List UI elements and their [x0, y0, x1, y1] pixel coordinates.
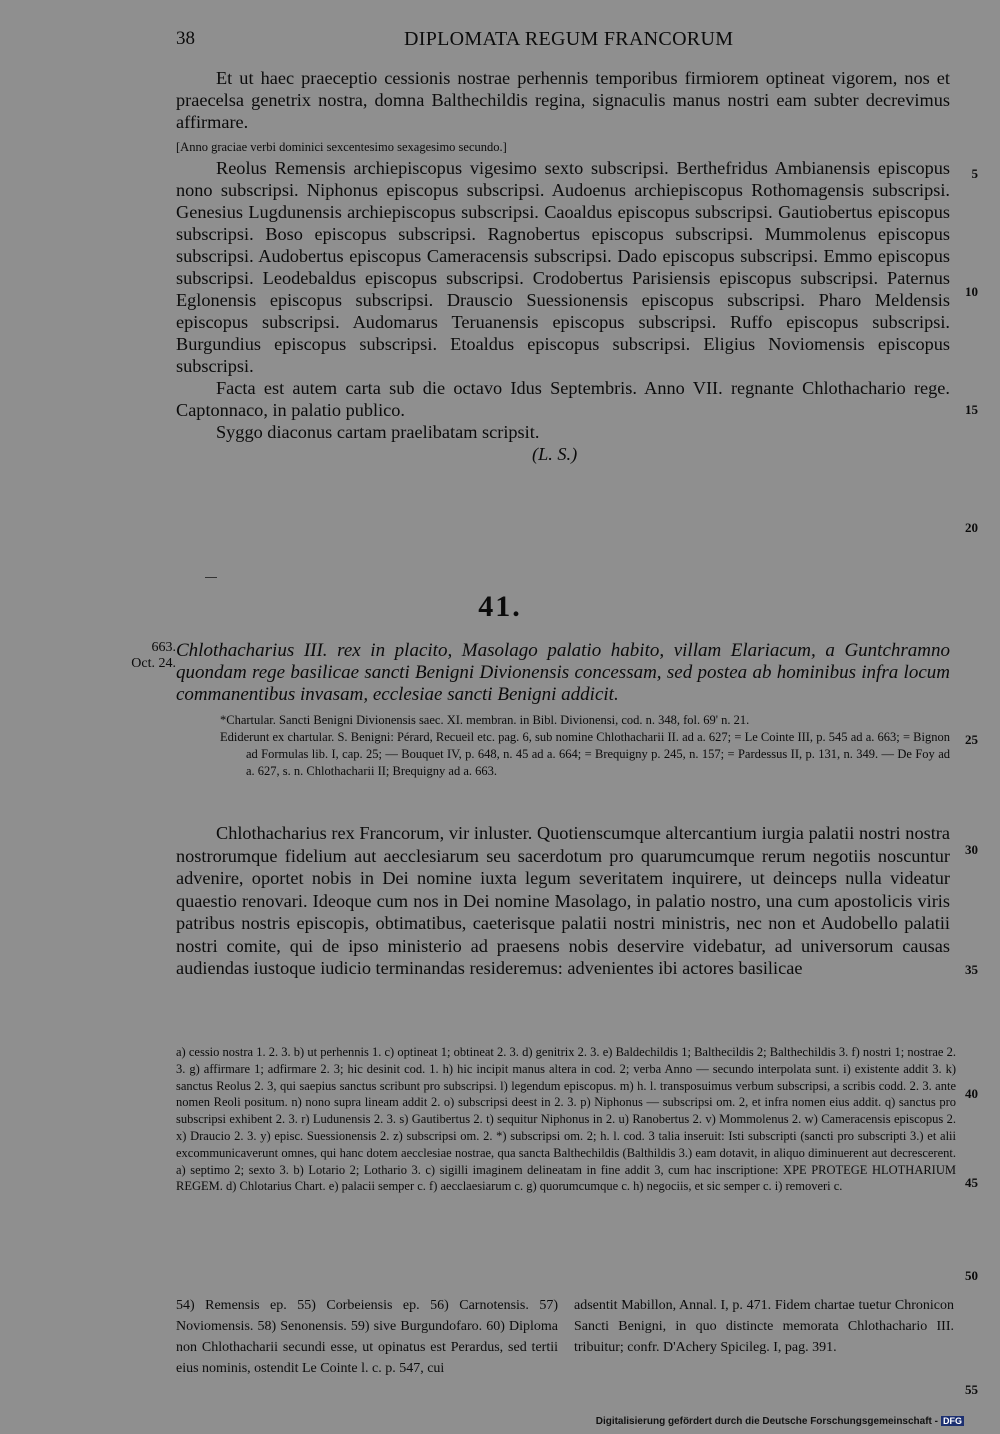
doc40-seal: (L. S.) [532, 444, 578, 464]
line-number: 35 [965, 962, 978, 977]
line-number: 5 [971, 166, 978, 181]
source-description [220, 712, 950, 780]
line-number: 25 [965, 732, 978, 747]
line-number: 30 [965, 842, 978, 857]
credit-text: Digitalisierung gefördert durch die Deutsche Forschungsgemeinschaft - [595, 1416, 938, 1427]
line-number: 50 [965, 1268, 978, 1283]
running-title: DIPLOMATA REGUM FRANCORUM [404, 28, 734, 50]
doc40-text [176, 67, 950, 465]
page-number: 38 [176, 28, 195, 49]
doc40-year-note: [Anno graciae verbi dominici sexcentesimo sexagesimo secundo.] [176, 140, 507, 154]
line-number: 40 [965, 1086, 978, 1101]
source-editions: Ediderunt ex chartular. S. Benigni: Pérard, Recueil etc. pag. 6, sub nomine Chlothacharii II. ad a. 627; = Le Cointe III, p. 545 ad a. 663; = Bignon ad Formulas lib. I, cap. 25; — Bouquet IV, p. 648, n. 45 ad a. 664; = Brequigny p. 245, n. 157; = Pardessus II, p. 131, n. 349. — De Foy ad a. 627, s. n. Chlothacharii II; Brequigny ad a. 663. [220, 730, 950, 778]
doc40-scribe: Syggo diaconus cartam praelibatam scripsit. [216, 422, 540, 442]
source-manuscript: *Chartular. Sancti Benigni Divionensis saec. XI. membran. in Bibl. Divionensi, cod. n. 348, fol. 69' n. 21. [220, 713, 750, 727]
digitization-credit [596, 1416, 964, 1427]
doc41-text [176, 822, 950, 980]
notes-right-column: adsentit Mabillon, Annal. I, p. 471. Fidem chartae tuetur Chronicon Sancti Benigni, in quo distincte memorata Chlothachario III. tribuitur; confr. D'Achery Spicileg. I, pag. 391. [574, 1298, 954, 1355]
line-number: 10 [965, 284, 978, 299]
line-number: 15 [965, 402, 978, 417]
document-date [130, 640, 176, 672]
line-number: 55 [965, 1382, 978, 1397]
line-number: 20 [965, 520, 978, 535]
doc40-subscriptions: Reolus Remensis archiepiscopus vigesimo sexto subscripsi. Berthefridus Ambianensis episcopus nono subscripsi. Niphonus episcopus subscripsi. Audoenus archiepiscopus Rothomagensis subscripsi. Genesius Lugdunensis archiepiscopus subscripsi. Caoaldus episcopus subscripsi. Gautiobertus episcopus subscripsi. Boso episcopus subscripsi. Ragnobertus episcopus subscripsi. Mummolenus episcopus subscripsi. Audobertus episcopus Cameracensis subscripsi. Dado episcopus subscripsi. Emmo episcopus subscripsi. Leodebaldus episcopus subscripsi. Crodobertus Parisiensis episcopus subscripsi. Paternus Eglonensis episcopus subscripsi. Drauscio Suessionensis episcopus subscripsi. Pharo Meldensis episcopus subscripsi. Audomarus Teruanensis episcopus subscripsi. Ruffo episcopus subscripsi. Burgundius episcopus subscripsi. Etoaldus episcopus subscripsi. Eligius Noviomensis episcopus subscripsi. [176, 158, 950, 376]
doc41-body: Chlothacharius rex Francorum, vir inluster. Quotienscumque altercantium iurgia palatii nostri nostra nostrorumque fidelium aut aecclesiarum seu sacerdotum pro quarumcumque rerum negotiis noscuntur advenire, oportet nobis in Dei nomine iuxta legum severitatem inquirere, ut deinceps nulla videatur quaestio renovari. Ideoque cum nos in Dei nomine Masolago, in palatio nostro, una cum apostolicis viris patribus nostris episcopis, obtimatibus, caeterisque palatii nostri ministris, nec non et Audobello palatii nostri comite, qui de ipso ministerio ad praesens nobis deservire videbatur, ad universorum causas audiendas iustoque iudicio terminandas resideremus: advenientes ibi actores basilicae [176, 823, 950, 978]
document-number: 41. [478, 590, 522, 623]
document-date-year: 663. [151, 640, 176, 655]
doc40-corroboration: Et ut haec praeceptio cessionis nostrae perhennis temporibus firmiorem optineat vigorem, nos et praecelsa genetrix nostra, domna Balthechildis regina, signaculis manus nostri eam subter decrevimus affirmare. [176, 68, 950, 132]
variant-footnotes: a) cessio nostra 1. 2. 3. b) ut perhennis 1. c) optineat 1; obtineat 2. 3. d) genitrix 2. 3. e) Baldechildis 1; Balthecildis 2; Balthechildis 3. f) nostri 1; nostrae 2. 3. g) affirmare 1; adfirmare 2. 3; hic desinit cod. 1. h) hic incipit manus altera in cod. 2; verba Anno — secundo interpolata sunt. i) existente addit 3. k) sanctus Reolus 2. 3, qui saepius sanctus scribunt pro subscripsi. l) legendum episcopus. m) h. l. transposuimus verbum subscripsi, a scribis codd. 2. 3. ante nomen Reoli positum. n) nono supra lineam addit 2. o) subscripsi deest in 2. 3. p) Niphonus — subscripsi om. 2, et infra nomen eius addit. q) sanctus pro subscripsi exhibent 2. 3. r) Ludunensis 2. 3. s) Gautibertus 2. t) sequitur Niphonus in 2. u) Ranobertus 2. v) Mommolenus 2. w) Cameracensis episcopus 2. x) Draucio 2. 3. y) episc. Suessionensis 2. z) subscripsi om. 2. *) subscripsi om. 2; h. l. cod. 3 talia inseruit: Isti subscripti (sancti pro subscripti 3.) et alii excommunicaverunt omnes, qui hanc dotem aecclesiae nostrae, qua sancta Balthechildis (Balthildis 3.) eam dotavit, in aliquo diminuerent aut decrescerent. a) septimo 2; sexto 3. b) Lotario 2; Lothario 3. c) sigilli imaginem delineatam in fine addit 3, cum hac inscriptione: XPE PROTEGE HLOTHARIUM REGEM. d) Chlotarius Chart. e) palacii semper c. f) aecclaesiarum c. g) quorumcumque c. h) negociis, et sic semper c. i) removeri c. [176, 1045, 956, 1194]
document-summary: Chlothacharius III. rex in placito, Masolago palatio habito, villam Elariacum, a Guntchramno quondam rege basilicae sancti Benigni Divionensis concessam, sed postea ab hominibus infra locum commanentibus invasam, ecclesiae sancti Benigni addicit. [176, 640, 950, 705]
line-number: 45 [965, 1175, 978, 1190]
separator-mark [205, 577, 217, 578]
dfg-logo: DFG [943, 1416, 962, 1426]
notes-left-column: 54) Remensis ep. 55) Corbeiensis ep. 56) Carnotensis. 57) Noviomensis. 58) Senonensis. 59) sive Burgundofaro. 60) Diploma non Chlothacharii secundi esse, ut opinatus est Perardus, sed tertii eius nominis, ostendit Le Cointe l. c. p. 547, cui [176, 1298, 558, 1376]
doc40-dating: Facta est autem carta sub die octavo Idus Septembris. Anno VII. regnante Chlothachario rege. Captonnaco, in palatio publico. [176, 378, 950, 420]
document-date-day: Oct. 24. [131, 656, 176, 671]
